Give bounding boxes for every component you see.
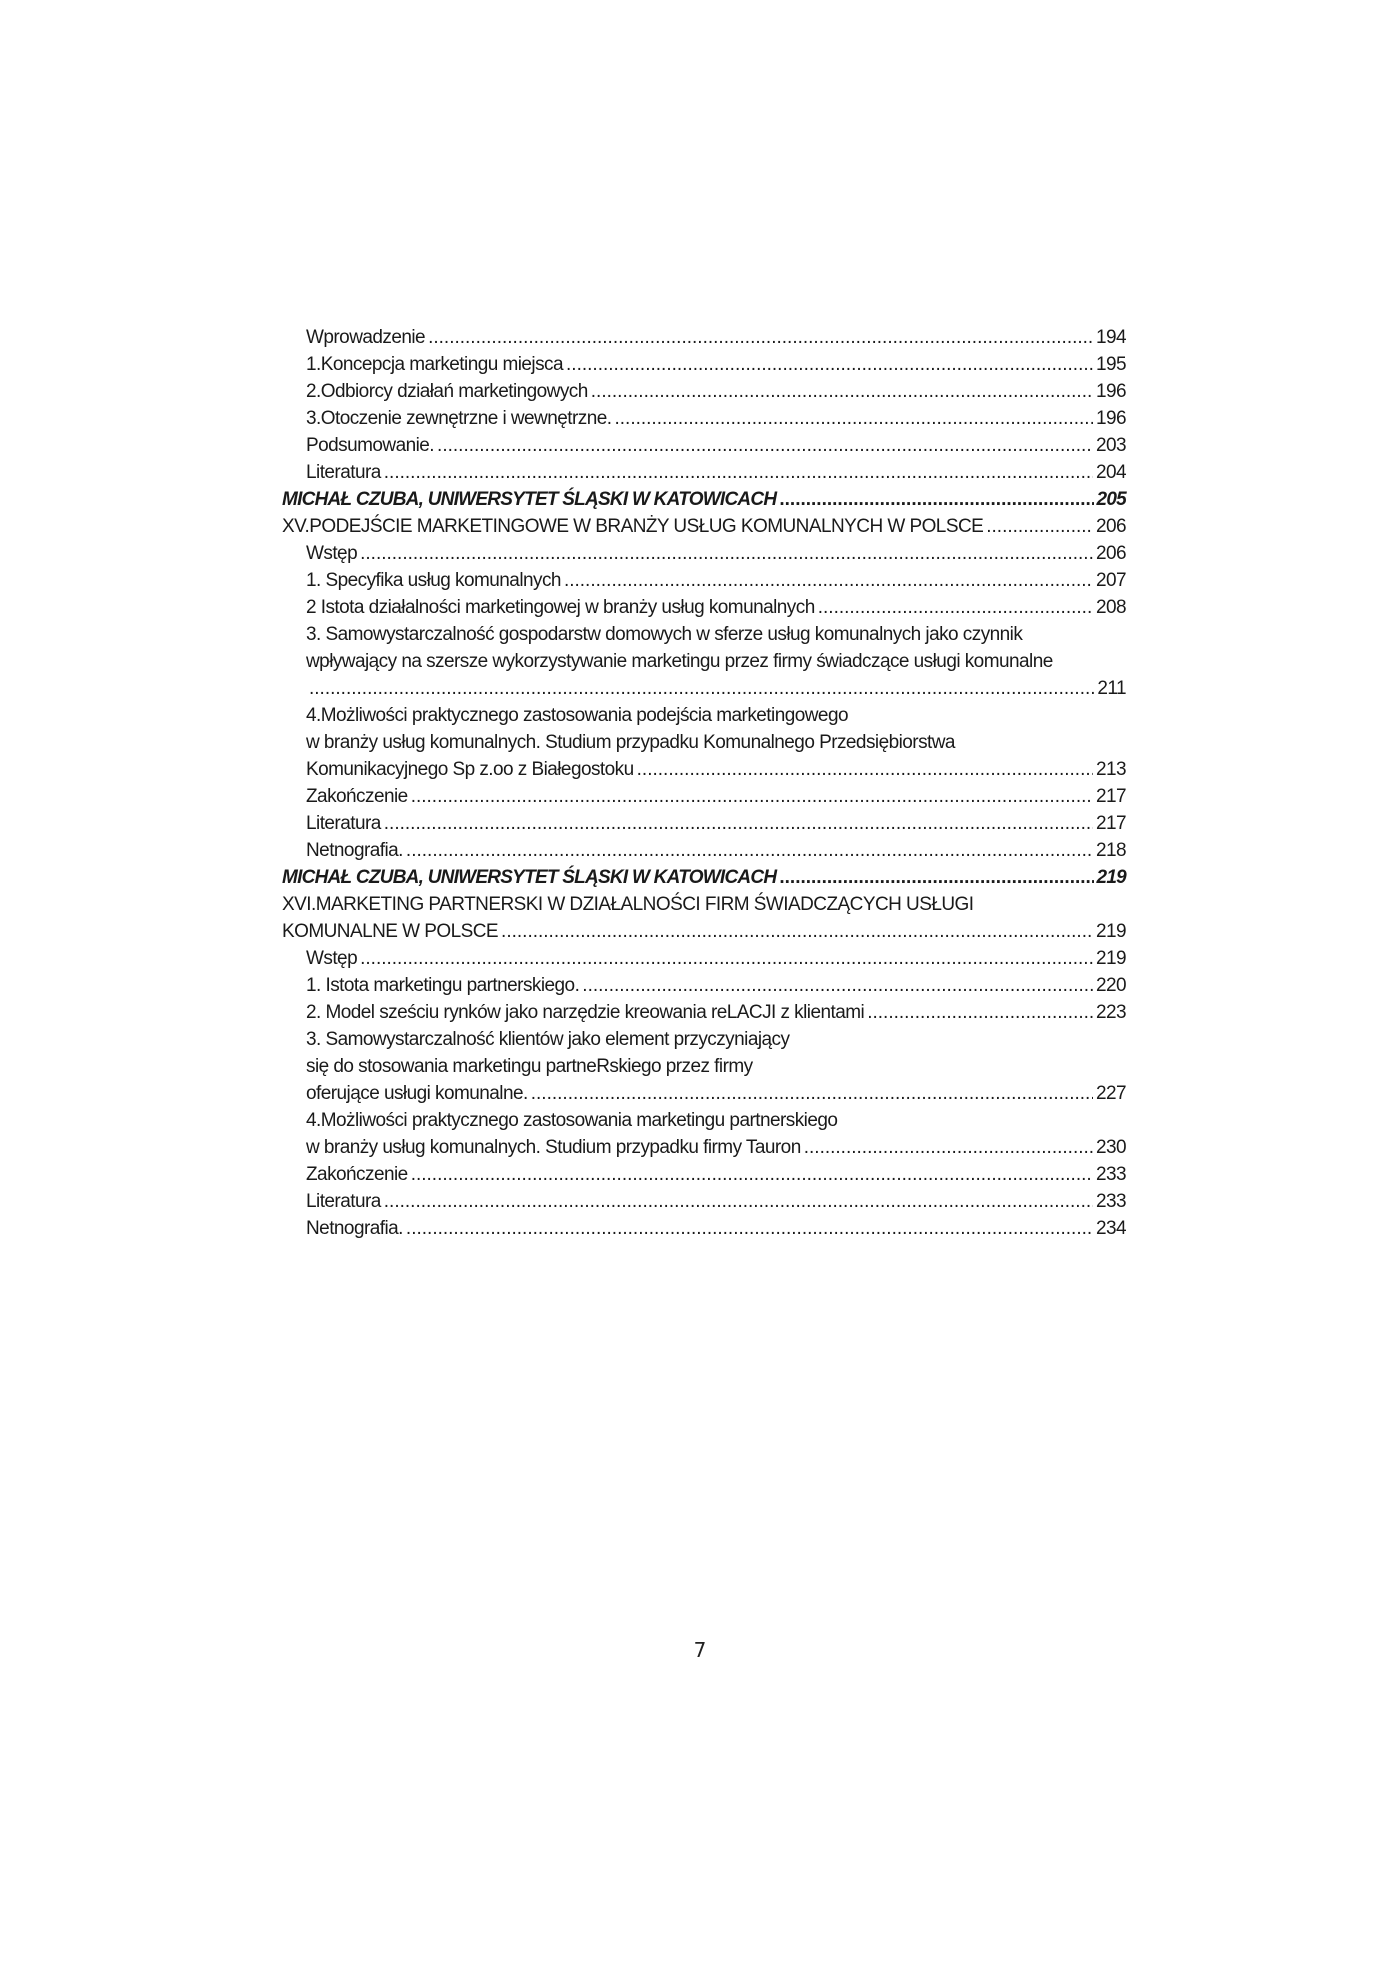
toc-entry-title: Zakończenie xyxy=(306,786,408,807)
toc-entry-title: 3.Otoczenie zewnętrzne i wewnętrzne. xyxy=(306,408,612,429)
toc-dot-leader xyxy=(818,594,1093,621)
table-of-contents xyxy=(282,324,1126,1242)
toc-dot-leader xyxy=(309,675,1094,702)
toc-entry xyxy=(282,648,1126,675)
toc-entry-title: 2. Model sześciu rynków jako narzędzie kreowania reLACJI z klientami xyxy=(306,1002,865,1023)
toc-entry-title: MICHAŁ CZUBA, UNIWERSYTET ŚLĄSKI W KATOWICACH xyxy=(282,867,777,888)
toc-page-number: 233 xyxy=(1095,1164,1126,1185)
toc-dot-leader xyxy=(501,918,1093,945)
toc-page-number: 208 xyxy=(1095,597,1126,618)
toc-entry-title: Literatura xyxy=(306,813,381,834)
toc-dot-leader xyxy=(564,567,1093,594)
toc-dot-leader xyxy=(779,486,1093,513)
toc-entry-title: KOMUNALNE W POLSCE xyxy=(282,921,499,942)
toc-page-number: 205 xyxy=(1096,489,1126,510)
toc-page-number: 220 xyxy=(1095,975,1126,996)
toc-dot-leader xyxy=(637,756,1093,783)
toc-entry xyxy=(282,702,1126,729)
toc-entry xyxy=(282,783,1126,810)
toc-page-number: 196 xyxy=(1095,408,1126,429)
toc-entry-title: 4.Możliwości praktycznego zastosowania podejścia marketingowego xyxy=(306,705,848,726)
toc-page-number: 207 xyxy=(1095,570,1126,591)
toc-entry-title: Wstęp xyxy=(306,948,358,969)
toc-dot-leader xyxy=(582,972,1093,999)
toc-entry xyxy=(282,945,1126,972)
toc-entry-title: w branży usług komunalnych. Studium przypadku Komunalnego Przedsiębiorstwa xyxy=(306,732,955,753)
toc-page-number: 206 xyxy=(1095,543,1126,564)
toc-dot-leader xyxy=(384,1188,1093,1215)
toc-page-number: 219 xyxy=(1095,948,1126,969)
toc-dot-leader xyxy=(406,837,1093,864)
toc-entry xyxy=(282,567,1126,594)
toc-page-number: 194 xyxy=(1095,327,1126,348)
toc-entry xyxy=(282,999,1126,1026)
toc-entry xyxy=(282,918,1126,945)
toc-entry xyxy=(282,459,1126,486)
toc-entry xyxy=(282,1080,1126,1107)
toc-entry-title: XVI.MARKETING PARTNERSKI W DZIAŁALNOŚCI FIRM ŚWIADCZĄCYCH USŁUGI xyxy=(282,894,974,915)
toc-entry-title: Podsumowanie. xyxy=(306,435,435,456)
toc-entry-title: Komunikacyjnego Sp z.oo z Białegostoku xyxy=(306,759,634,780)
toc-dot-leader xyxy=(986,513,1093,540)
toc-entry-title: 4.Możliwości praktycznego zastosowania marketingu partnerskiego xyxy=(306,1110,838,1131)
toc-entry xyxy=(282,405,1126,432)
toc-dot-leader xyxy=(411,783,1093,810)
toc-page-number: 219 xyxy=(1095,921,1126,942)
toc-entry xyxy=(282,756,1126,783)
toc-entry-title: w branży usług komunalnych. Studium przypadku firmy Tauron xyxy=(306,1137,801,1158)
toc-entry xyxy=(282,810,1126,837)
toc-entry-title: się do stosowania marketingu partneRskiego przez firmy xyxy=(306,1056,753,1077)
toc-entry xyxy=(282,1107,1126,1134)
toc-entry-title: 2 Istota działalności marketingowej w branży usług komunalnych xyxy=(306,597,815,618)
toc-dot-leader xyxy=(867,999,1093,1026)
toc-entry-title: Literatura xyxy=(306,1191,381,1212)
toc-page-number: 223 xyxy=(1095,1002,1126,1023)
toc-dot-leader xyxy=(360,945,1093,972)
toc-entry-title: 3. Samowystarczalność klientów jako element przyczyniający xyxy=(306,1029,790,1050)
toc-entry xyxy=(282,837,1126,864)
toc-entry-title: 1. Specyfika usług komunalnych xyxy=(306,570,561,591)
toc-entry xyxy=(282,621,1126,648)
toc-dot-leader xyxy=(360,540,1093,567)
toc-entry xyxy=(282,540,1126,567)
toc-author-heading xyxy=(282,486,1126,513)
toc-entry-title: MICHAŁ CZUBA, UNIWERSYTET ŚLĄSKI W KATOWICACH xyxy=(282,489,777,510)
toc-page-number: 218 xyxy=(1095,840,1126,861)
toc-entry-title: Wprowadzenie xyxy=(306,327,426,348)
toc-entry xyxy=(282,351,1126,378)
toc-dot-leader xyxy=(779,864,1093,891)
toc-entry xyxy=(282,1026,1126,1053)
toc-entry xyxy=(282,378,1126,405)
toc-dot-leader xyxy=(411,1161,1093,1188)
toc-entry xyxy=(282,513,1126,540)
toc-dot-leader xyxy=(566,351,1093,378)
toc-entry xyxy=(282,729,1126,756)
toc-dot-leader xyxy=(406,1215,1093,1242)
toc-entry-title: 2.Odbiorcy działań marketingowych xyxy=(306,381,588,402)
toc-page-number: 230 xyxy=(1095,1137,1126,1158)
toc-dot-leader xyxy=(591,378,1093,405)
toc-dot-leader xyxy=(531,1080,1093,1107)
toc-entry xyxy=(282,1161,1126,1188)
toc-entry-title: Netnografia. xyxy=(306,1218,403,1239)
toc-dot-leader xyxy=(804,1134,1093,1161)
toc-entry xyxy=(282,1188,1126,1215)
toc-entry-title: Literatura xyxy=(306,462,381,483)
toc-page-number: 204 xyxy=(1095,462,1126,483)
toc-page-number: 217 xyxy=(1095,813,1126,834)
toc-dot-leader xyxy=(428,324,1093,351)
toc-entry xyxy=(282,594,1126,621)
toc-entry-title: 1.Koncepcja marketingu miejsca xyxy=(306,354,564,375)
toc-page-number: 219 xyxy=(1096,867,1126,888)
toc-dot-leader xyxy=(437,432,1093,459)
toc-page-number: 196 xyxy=(1095,381,1126,402)
toc-page-number: 227 xyxy=(1095,1083,1126,1104)
toc-entry xyxy=(282,1215,1126,1242)
toc-entry-title: oferujące usługi komunalne. xyxy=(306,1083,528,1104)
toc-entry-title: 3. Samowystarczalność gospodarstw domowych w sferze usług komunalnych jako czynnik xyxy=(306,624,1023,645)
toc-page-number: 206 xyxy=(1095,516,1126,537)
toc-entry-title: Wstęp xyxy=(306,543,358,564)
toc-entry-title: wpływający na szersze wykorzystywanie marketingu przez firmy świadczące usługi komunalne xyxy=(306,651,1053,672)
toc-entry-title: 1. Istota marketingu partnerskiego. xyxy=(306,975,580,996)
toc-dot-leader xyxy=(384,459,1093,486)
toc-page-number: 211 xyxy=(1097,678,1126,699)
toc-dot-leader xyxy=(614,405,1092,432)
toc-page-number: 217 xyxy=(1095,786,1126,807)
toc-page-number: 213 xyxy=(1095,759,1126,780)
toc-entry xyxy=(282,891,1126,918)
toc-page-number: 195 xyxy=(1095,354,1126,375)
toc-entry xyxy=(282,972,1126,999)
toc-page-number: 233 xyxy=(1095,1191,1126,1212)
toc-dot-leader xyxy=(384,810,1093,837)
toc-entry xyxy=(282,675,1126,702)
toc-entry xyxy=(282,1134,1126,1161)
toc-entry xyxy=(282,324,1126,351)
toc-entry xyxy=(282,432,1126,459)
toc-author-heading xyxy=(282,864,1126,891)
toc-entry-title: Zakończenie xyxy=(306,1164,408,1185)
toc-page-number: 234 xyxy=(1095,1218,1126,1239)
toc-entry-title: XV.PODEJŚCIE MARKETINGOWE W BRANŻY USŁUG KOMUNALNYCH W POLSCE xyxy=(282,516,984,537)
toc-entry-title: Netnografia. xyxy=(306,840,403,861)
toc-entry xyxy=(282,1053,1126,1080)
page-number: 7 xyxy=(693,1638,707,1662)
toc-page-number: 203 xyxy=(1095,435,1126,456)
